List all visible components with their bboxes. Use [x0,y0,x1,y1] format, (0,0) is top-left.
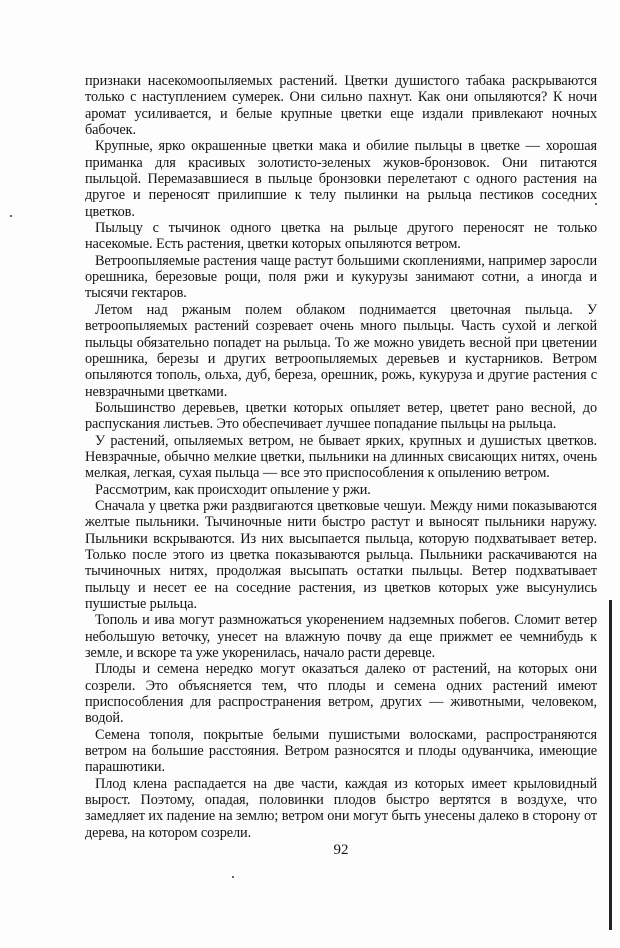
paragraph: Плод клена распадается на две части, каждая из которых имеет крыловидный вырост. Поэтому, опадая, половинки плодов быстро вертятся в воздухе, что замедляет их падение на землю; ветром они могут быть унесены далеко в сторону от дерева, на котором созрели. [85,775,597,841]
paragraph: Семена тополя, покрытые белыми пушистыми волосками, распространяются ветром на большие расстояния. Ветром разносятся и плоды одуванчика, имеющие парашютики. [85,726,597,776]
scan-speck [10,215,12,217]
body-text [85,73,597,841]
paragraph: Тополь и ива могут размножаться укоренением надземных побегов. Сломит ветер небольшую веточку, унесет на влажную почву да еще прижмет ее чемнибудь к земле, и вскоре та уже укоренилась, начало расти деревце. [85,612,597,662]
scan-speck [595,203,597,205]
paragraph: Плоды и семена нередко могут оказаться далеко от растений, на которых они созрели. Это объясняется тем, что плоды и семена одних растений имеют приспособления для распространения ветром, других — животными, человеком, водой. [85,661,597,727]
paragraph: признаки насекомоопыляемых растений. Цветки душистого табака раскрываются только с наступлением сумерек. Они сильно пахнут. Как они опыляются? К ночи аромат усиливается, и белые крупные цветки еще издали привлекают ночных бабочек. [85,73,597,139]
scan-edge-artifact [609,600,612,930]
paragraph: Рассмотрим, как происходит опыление у ржи. [95,481,371,498]
scan-speck [232,876,234,878]
page-number: 92 [333,842,349,858]
paragraph: Пыльцу с тычинок одного цветка на рыльце другого переносят не только насекомые. Есть растения, цветки которых опыляются ветром. [85,220,597,253]
paragraph: Крупные, ярко окрашенные цветки мака и обилие пыльцы в цветке — хорошая приманка для красивых золотисто-зеленых жуков-бронзовок. Они питаются пыльцой. Перемазавшиеся в пыльце бронзовки перелетают с одного растения на другое и переносят прилипшие к телу пылинки на рыльца пестиков соседних цветков. [85,138,597,220]
paragraph: Летом над ржаным полем облаком поднимается цветочная пыльца. У ветроопыляемых растений созревает очень много пыльцы. Часть сухой и легкой пыльцы обязательно попадет на рыльца. То же можно увидеть весной при цветении орешника, березы и других ветроопыляемых деревьев и кустарников. Ветром опыляются тополь, ольха, дуб, береза, орешник, рожь, кукуруза и другие растения с невзрачными цветками. [85,301,597,400]
paragraph: Ветроопыляемые растения чаще растут большими скоплениями, например заросли орешника, березовые рощи, поля ржи и кукурузы занимают сотни, а иногда и тысячи гектаров. [85,252,597,302]
paragraph: Большинство деревьев, цветки которых опыляет ветер, цветет рано весной, до распускания листьев. Это обеспечивает лучшее попадание пыльцы на рыльца. [85,399,597,433]
paragraph: Сначала у цветка ржи раздвигаются цветковые чешуи. Между ними показываются желтые пыльники. Тычиночные нити быстро растут и выносят пыльники наружу. Пыльники вскрываются. Из них высыпается пыльца, которую подхватывает ветер. Только после этого из цветка показываются рыльца. Пыльники раскачиваются на тычиночных нитях, продолжая высыпать остатки пыльцы. Ветер подхватывает пыльцу и несет ее на соседние растения, из цветков которых уже высунулись пушистые рыльца. [85,497,597,612]
paragraph: У растений, опыляемых ветром, не бывает ярких, крупных и душистых цветков. Невзрачные, обычно мелкие цветки, пыльники на длинных свисающих нитях, очень мелкая, легкая, сухая пыльца — все это приспособления к опылению ветром. [85,432,597,482]
